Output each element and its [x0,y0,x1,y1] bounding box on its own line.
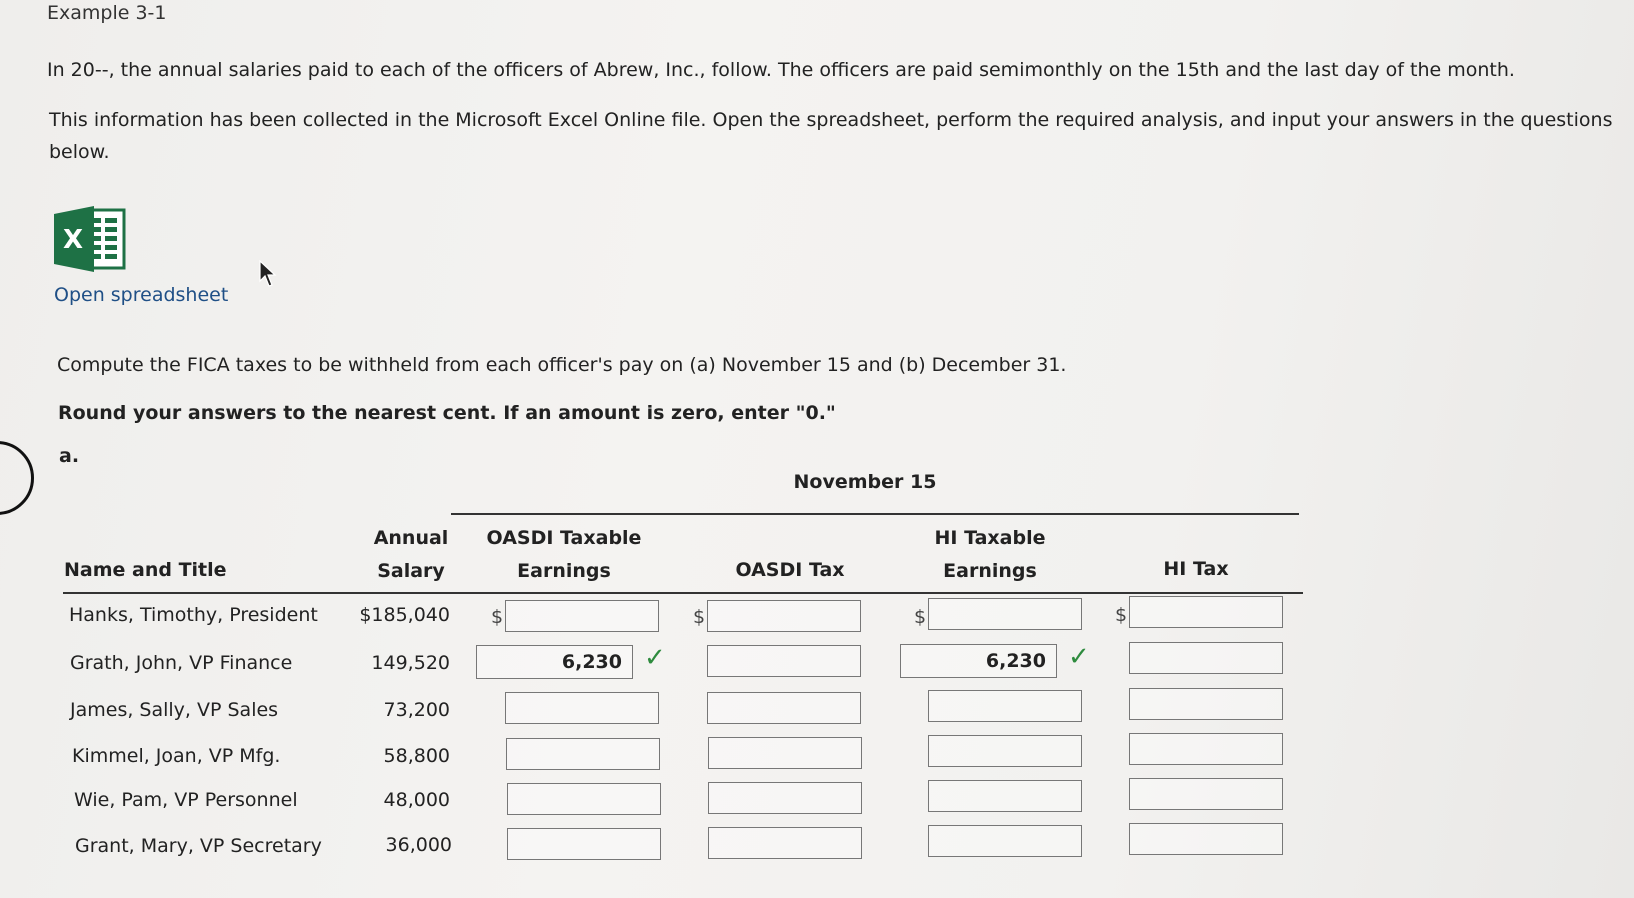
side-navigation-circle[interactable] [0,441,34,515]
header-rule [63,592,1303,594]
oasdi-taxable-input[interactable] [505,600,659,632]
header-oasdi-tax: OASDI Tax [735,559,845,581]
hi-tax-input[interactable] [1129,778,1283,810]
hi-tax-input[interactable] [1129,733,1283,765]
row-salary: 73,200 [383,699,450,721]
oasdi-tax-input[interactable] [708,737,862,769]
hi-taxable-input[interactable] [928,735,1082,767]
currency-symbol: $ [693,606,706,628]
header-name: Name and Title [64,559,227,581]
hi-taxable-input[interactable]: 6,230 [900,644,1057,678]
header-oasdi-taxable-line1: OASDI Taxable [486,527,642,549]
row-name: Grant, Mary, VP Secretary [75,835,322,857]
currency-symbol: $ [914,606,927,628]
hi-tax-input[interactable] [1129,596,1283,628]
info-paragraph: This information has been collected in the Microsoft Excel Online file. Open the spreadsheet, perform the required analysis, and input your answers in the questions below. [49,109,1613,163]
oasdi-taxable-input[interactable] [507,783,661,815]
header-oasdi-taxable-line2: Earnings [517,560,611,582]
hi-tax-input[interactable] [1129,642,1283,674]
instruction-text: Compute the FICA taxes to be withheld from each officer's pay on (a) November 15 and (b) December 31. [57,354,1067,376]
open-spreadsheet-link[interactable]: Open spreadsheet [54,284,229,306]
excel-spreadsheet-icon[interactable] [54,206,130,276]
mouse-pointer-icon [259,260,277,292]
currency-symbol: $ [491,606,504,628]
hi-taxable-input[interactable] [928,690,1082,722]
header-hi-tax: HI Tax [1163,558,1229,580]
oasdi-tax-input[interactable] [708,782,862,814]
part-label: a. [59,445,80,467]
svg-text:X: X [62,225,84,255]
row-salary: 36,000 [385,834,452,856]
oasdi-taxable-input[interactable] [505,692,659,724]
oasdi-taxable-input[interactable]: 6,230 [476,645,633,679]
oasdi-tax-input[interactable] [707,692,861,724]
row-name: Wie, Pam, VP Personnel [74,789,298,811]
currency-symbol: $ [1115,604,1128,626]
row-name: James, Sally, VP Sales [70,699,279,721]
oasdi-tax-input[interactable] [707,645,861,677]
header-hi-taxable-line2: Earnings [943,560,1037,582]
row-name: Grath, John, VP Finance [70,652,293,674]
oasdi-taxable-input[interactable] [506,738,660,770]
row-salary: 58,800 [383,745,450,767]
row-salary: $185,040 [359,604,450,626]
page-title: Example 3-1 [47,2,167,24]
group-header-november-15: November 15 [793,471,937,493]
oasdi-tax-input[interactable] [707,600,861,632]
hi-taxable-input[interactable] [928,825,1082,857]
oasdi-tax-input[interactable] [708,827,862,859]
hi-taxable-input[interactable] [928,780,1082,812]
header-hi-taxable-line1: HI Taxable [934,527,1046,549]
hi-taxable-input[interactable] [928,598,1082,630]
correct-check-icon: ✓ [644,643,666,673]
header-salary-line1: Annual [373,527,449,549]
row-name: Kimmel, Joan, VP Mfg. [72,745,281,767]
intro-paragraph: In 20--, the annual salaries paid to each of the officers of Abrew, Inc., follow. The officers are paid semimonthly on the 15th and the last day of the month. [47,59,1515,81]
row-salary: 48,000 [383,789,450,811]
rounding-note: Round your answers to the nearest cent. If an amount is zero, enter "0." [58,402,836,424]
header-salary-line2: Salary [377,560,445,582]
oasdi-taxable-input[interactable] [507,828,661,860]
hi-tax-input[interactable] [1129,823,1283,855]
hi-tax-input[interactable] [1129,688,1283,720]
correct-check-icon: ✓ [1068,642,1090,672]
row-name: Hanks, Timothy, President [69,604,318,626]
row-salary: 149,520 [371,652,450,674]
group-header-rule [451,513,1299,515]
